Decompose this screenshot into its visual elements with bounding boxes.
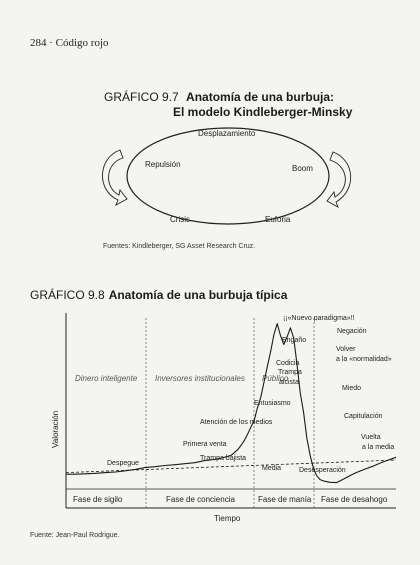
figure-97-title-line2: El modelo Kindleberger-Minsky	[173, 105, 353, 119]
annotation-trampa-alcista-1: Trampa	[278, 369, 302, 376]
annotation-despegue: Despegue	[107, 460, 139, 467]
cycle-stage-desplazamiento: Desplazamiento	[198, 129, 256, 138]
annotation-volver-1: Volver	[336, 346, 356, 353]
stage-publico: Público	[262, 374, 289, 383]
figure-97-title-line1: Anatomía de una burbuja:	[186, 90, 335, 104]
annotation-negacion: Negación	[337, 328, 367, 335]
y-axis-label: Valoración	[51, 410, 60, 448]
figure-98-label: GRÁFICO 9.8	[30, 288, 105, 302]
annotation-nuevo-paradigma: ¡¡«Nuevo paradigma»!!	[283, 315, 355, 322]
stage-dinero-inteligente: Dinero inteligente	[75, 374, 138, 383]
phase-desahogo: Fase de desahogo	[321, 495, 388, 504]
annotation-media: Media	[262, 465, 282, 472]
figure-97-source: Fuentes: Kindleberger, SG Asset Research Cruz.	[103, 243, 256, 250]
figure-98-title-text: Anatomía de una burbuja típica	[108, 288, 288, 302]
phase-mania: Fase de manía	[258, 495, 312, 504]
annotation-miedo: Miedo	[342, 385, 362, 392]
figure-98-source: Fuente: Jean-Paul Rodrigue.	[30, 532, 120, 539]
cycle-stage-crisis: Crisis	[170, 215, 190, 224]
annotation-volver-2: a la «normalidad»	[336, 356, 392, 363]
annotation-desesperacion: Desesperación	[299, 467, 346, 474]
phase-conciencia: Fase de conciencia	[166, 495, 235, 504]
annotation-vuelta-1: Vuelta	[361, 434, 381, 441]
running-head: 284 · Código rojo	[30, 37, 109, 49]
stage-inversores-institucionales: Inversores institucionales	[155, 374, 245, 383]
x-axis-label: Tiempo	[214, 514, 241, 523]
annotation-capitulacion: Capitulación	[344, 413, 383, 420]
annotation-trampa-bajista: Trampa bajista	[200, 455, 247, 462]
annotation-trampa-alcista-2: alcista	[279, 379, 299, 386]
figure-97-label: GRÁFICO 9.7	[104, 90, 179, 104]
annotation-primera-venta: Primera venta	[183, 441, 227, 448]
chart-frame	[66, 313, 396, 508]
phase-sigilo: Fase de sigilo	[73, 495, 123, 504]
phase-dividers	[146, 318, 314, 508]
annotation-codicia: Codicia	[276, 360, 300, 367]
annotation-entusiasmo: Entusiasmo	[254, 400, 291, 407]
annotation-atencion-medios: Atención de los medios	[200, 419, 273, 426]
cycle-stage-boom: Boom	[292, 164, 313, 173]
cycle-stage-repulsion: Repulsión	[145, 160, 181, 169]
chart-annotations	[107, 315, 394, 474]
annotation-engano: Engaño	[282, 337, 307, 344]
cycle-stage-euforia: Euforia	[265, 215, 291, 224]
annotation-vuelta-2: a la media	[362, 444, 395, 451]
